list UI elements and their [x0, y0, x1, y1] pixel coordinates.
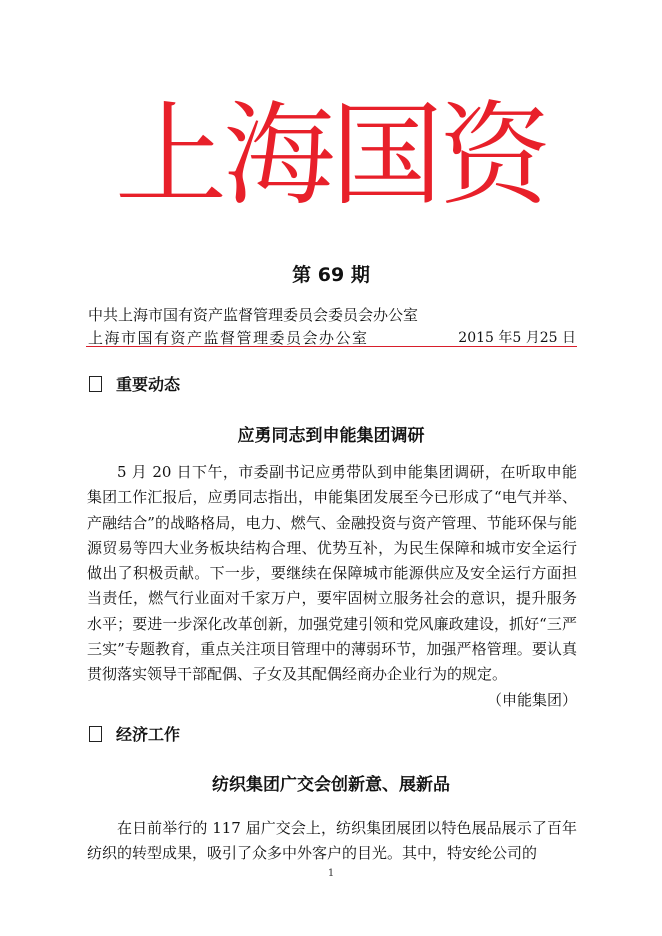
- article-paragraph: 在日前举行的 117 届广交会上，纺织集团展团以特色展品展示了百年纺织的转型成果，吸引了众多中外客户的目光。其中，特安纶公司的: [87, 819, 577, 863]
- article-body: [87, 460, 577, 713]
- page-number: 1: [327, 868, 335, 879]
- issuer-commission-office: 上海市国有资产监督管理委员会办公室: [88, 329, 369, 347]
- article-title: 应勇同志到申能集团调研: [237, 426, 425, 446]
- section-heading-economic-work: [89, 722, 180, 745]
- masthead-title: 上海国资: [115, 91, 547, 221]
- issuer-party-office: 中共上海市国有资产监督管理委员会委员会办公室: [88, 306, 419, 324]
- header-divider: [86, 346, 577, 347]
- section-heading-important-news: [89, 372, 180, 395]
- article-paragraph: 5 月 20 日下午，市委副书记应勇带队到申能集团调研，在听取申能集团工作汇报后，应勇同志指出，申能集团发展至今已形成了“电气并举、产融结合”的战略格局，电力、燃气、金融投资与资产管理、节能环保与能源贸易等四大业务板块结构合理、优势互补，为民生保障和城市安全运行做出了积极贡献。下一步，要继续在保障城市能源供应及安全运行方面担当责任，燃气行业面对千家万户，要牢固树立服务社会的意识，提升服务水平；要进一步深化改革创新，加强党建引领和党风廉政建设，抓好“三严三实”专题教育，重点关注项目管理中的薄弱环节，加强严格管理。要认真贯彻落实领导干部配偶、子女及其配偶经商办企业行为的规定。: [87, 463, 577, 684]
- issue-date: 2015 年5 月25 日: [458, 330, 576, 346]
- article-source: （申能集团）: [486, 690, 577, 709]
- section-heading-label: 重要动态: [116, 375, 181, 394]
- checkbox-square-icon: [89, 726, 102, 742]
- issue-number: 第 69 期: [292, 264, 370, 286]
- checkbox-square-icon: [89, 376, 102, 392]
- article-title: 纺织集团广交会创新意、展新品: [212, 775, 450, 795]
- article-body: [87, 816, 577, 867]
- section-heading-label: 经济工作: [116, 725, 181, 744]
